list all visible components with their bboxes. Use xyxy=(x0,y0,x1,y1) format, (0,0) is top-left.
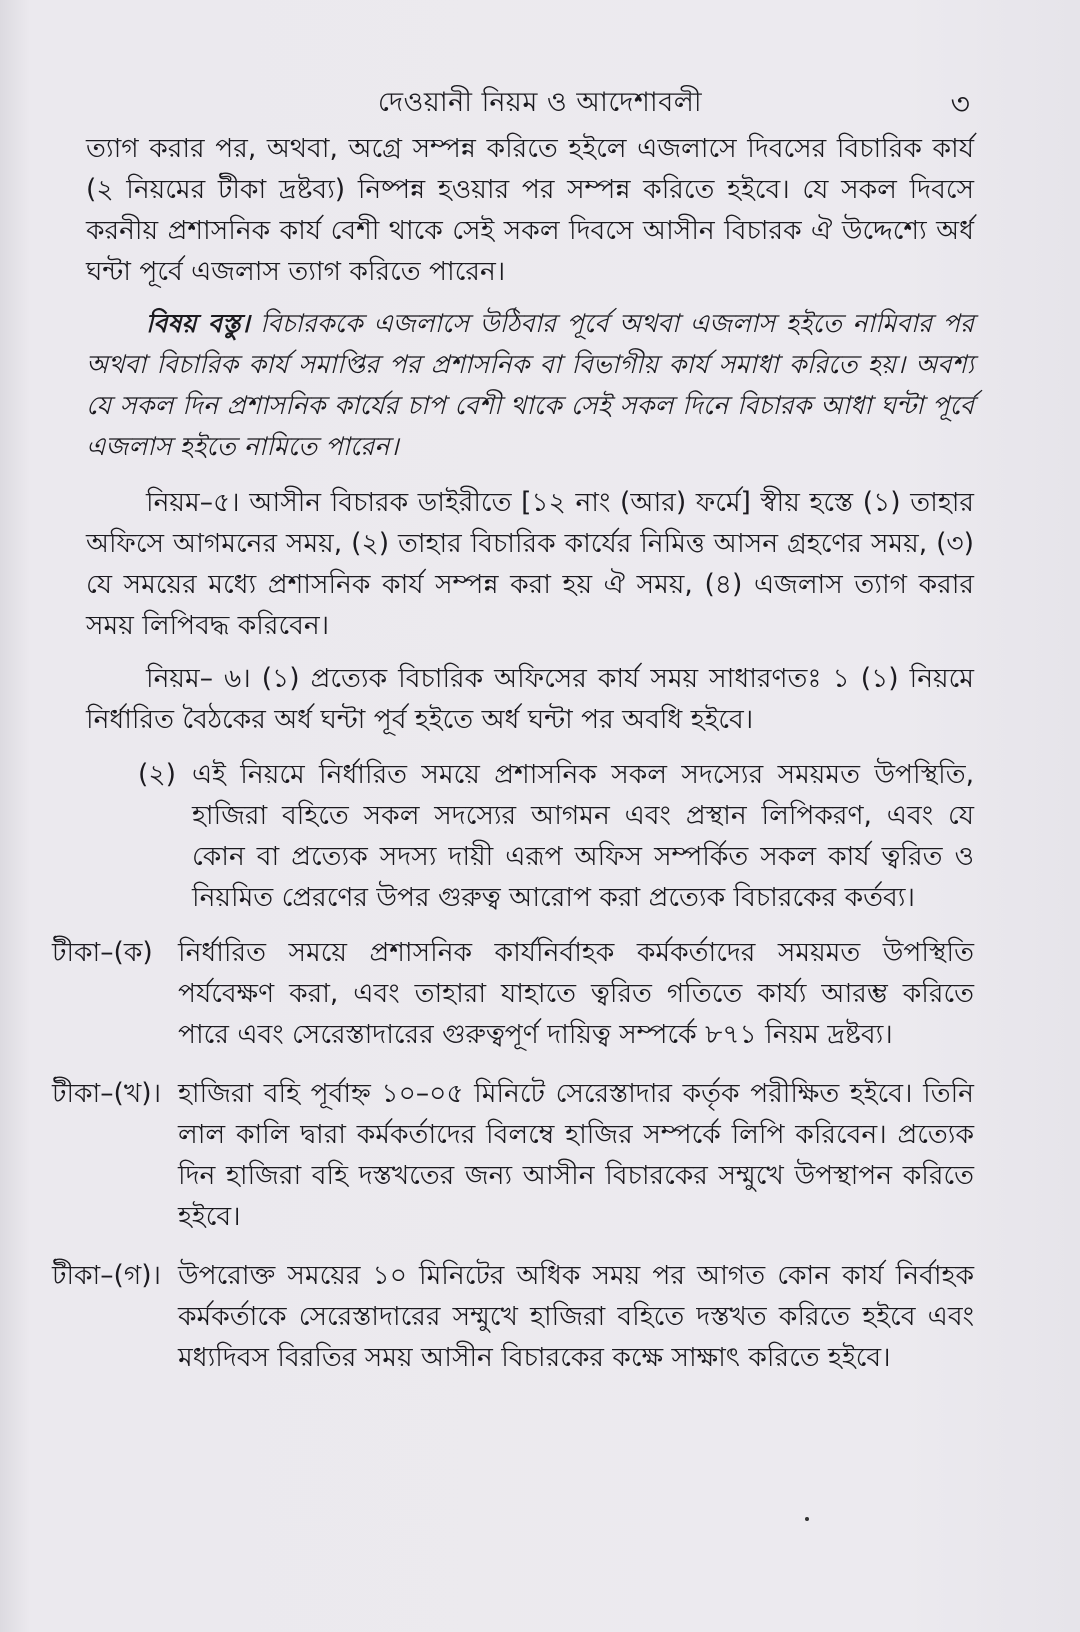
paragraph-continuation: ত্যাগ করার পর, অথবা, অগ্রে সম্পন্ন করিতে হইলে এজলাসে দিবসের বিচারিক কার্য (২ নিয়মের টীকা দ্রষ্টব্য) নিষ্পন্ন হওয়ার পর সম্পন্ন করিতে হইবে। যে সকল দিবসে করনীয় প্রশাসনিক কার্য বেশী থাকে সেই সকল দিবসে আসীন বিচারক ঐ উদ্দেশ্যে অর্ধ ঘন্টা পূর্বে এজলাস ত্যাগ করিতে পারেন। xyxy=(86,133,974,287)
paragraph-subject-matter xyxy=(86,304,974,468)
rule-5-heading: নিয়ম–৫। xyxy=(146,487,240,518)
rule-6-heading: নিয়ম– ৬। xyxy=(146,663,251,694)
ink-speck xyxy=(805,1517,809,1521)
running-title: দেওয়ানী নিয়ম ও আদেশাবলী xyxy=(377,87,703,118)
rule-6 xyxy=(86,658,974,740)
rule-6-text: (১) প্রত্যেক বিচারিক অফিসের কার্য সময় সাধারণতঃ ১ (১) নিয়মে নির্ধারিত বৈঠকের অর্ধ ঘন্টা পূর্ব হইতে অর্ধ ঘন্টা পর অবধি হইবে। xyxy=(86,663,975,735)
subclause-marker: (২) xyxy=(138,759,176,790)
subclause-text: এই নিয়মে নির্ধারিত সময়ে প্রশাসনিক সকল সদস্যের সময়মত উপস্থিতি, হাজিরা বহিতে সকল সদস্যের আগমন এবং প্রস্থান লিপিকরণ, এবং যে কোন বা প্রত্যেক সদস্য দায়ী এরূপ অফিস সম্পর্কিত সকল কার্য ত্বরিত ও নিয়মিত প্রেরণের উপর গুরুত্ব আরোপ করা প্রত্যেক বিচারকের কর্তব্য। xyxy=(192,759,974,913)
note-kha xyxy=(52,1073,974,1237)
page-number: ৩ xyxy=(950,87,970,122)
note-marker: টীকা–(গ)। xyxy=(52,1260,162,1291)
subject-matter-text: বিচারককে এজলাসে উঠিবার পূর্বে অথবা এজলাস হইতে নামিবার পর অথবা বিচারিক কার্য সমাপ্তির পর প্রশাসনিক বা বিভাগীয় কার্য সমাধা করিতে হয়। অবশ্য যে সকল দিন প্রশাসনিক কার্যের চাপ বেশী থাকে সেই সকল দিনে বিচারক আধা ঘন্টা পূর্বে এজলাস হইতে নামিতে পারেন। xyxy=(86,309,974,462)
rule-5 xyxy=(86,482,974,646)
note-text: হাজিরা বহি পূর্বাহ্ন ১০–০৫ মিনিটে সেরেস্তাদার কর্তৃক পরীক্ষিত হইবে। তিনি লাল কালি দ্বারা কর্মকর্তাদের বিলম্বে হাজির সম্পর্কে লিপি করিবেন। প্রত্যেক দিন হাজিরা বহি দস্তখতের জন্য আসীন বিচারকের সম্মুখে উপস্থাপন করিতে হইবে। xyxy=(178,1078,974,1232)
note-marker: টীকা–(খ)। xyxy=(52,1078,162,1109)
note-ga xyxy=(52,1255,974,1378)
rule-6-subclause-2 xyxy=(86,754,974,918)
note-marker: টীকা–(ক) xyxy=(52,937,153,968)
rule-5-text: আসীন বিচারক ডাইরীতে [১২ নাং (আর) ফর্মে] স্বীয় হস্তে (১) তাহার অফিসে আগমনের সময়, (২) তাহার বিচারিক কার্যের নিমিত্ত আসন গ্রহণের সময়, (৩) যে সময়ের মধ্যে প্রশাসনিক কার্য সম্পন্ন করা হয় ঐ সময়, (৪) এজলাস ত্যাগ করার সময় লিপিবদ্ধ করিবেন। xyxy=(86,487,974,641)
note-ka xyxy=(52,932,974,1055)
note-text: উপরোক্ত সময়ের ১০ মিনিটের অধিক সময় পর আগত কোন কার্য নির্বাহক কর্মকর্তাকে সেরেস্তাদারের সম্মুখে হাজিরা বহিতে দস্তখত করিতে হইবে এবং মধ্যদিবস বিরতির সময় আসীন বিচারকের কক্ষে সাক্ষাৎ করিতে হইবে। xyxy=(178,1260,974,1373)
note-text: নির্ধারিত সময়ে প্রশাসনিক কার্যনির্বাহক কর্মকর্তাদের সময়মত উপস্থিতি পর্যবেক্ষণ করা, এবং তাহারা যাহাতে ত্বরিত গতিতে কার্য্য আরম্ভ করিতে পারে এবং সেরেস্তাদারের গুরুত্বপূর্ণ দায়িত্ব সম্পর্কে ৮৭১ নিয়ম দ্রষ্টব্য। xyxy=(178,937,974,1050)
subject-matter-heading: বিষয় বস্তু। xyxy=(146,309,250,339)
page-body xyxy=(52,128,975,1396)
page-header xyxy=(0,78,1080,122)
